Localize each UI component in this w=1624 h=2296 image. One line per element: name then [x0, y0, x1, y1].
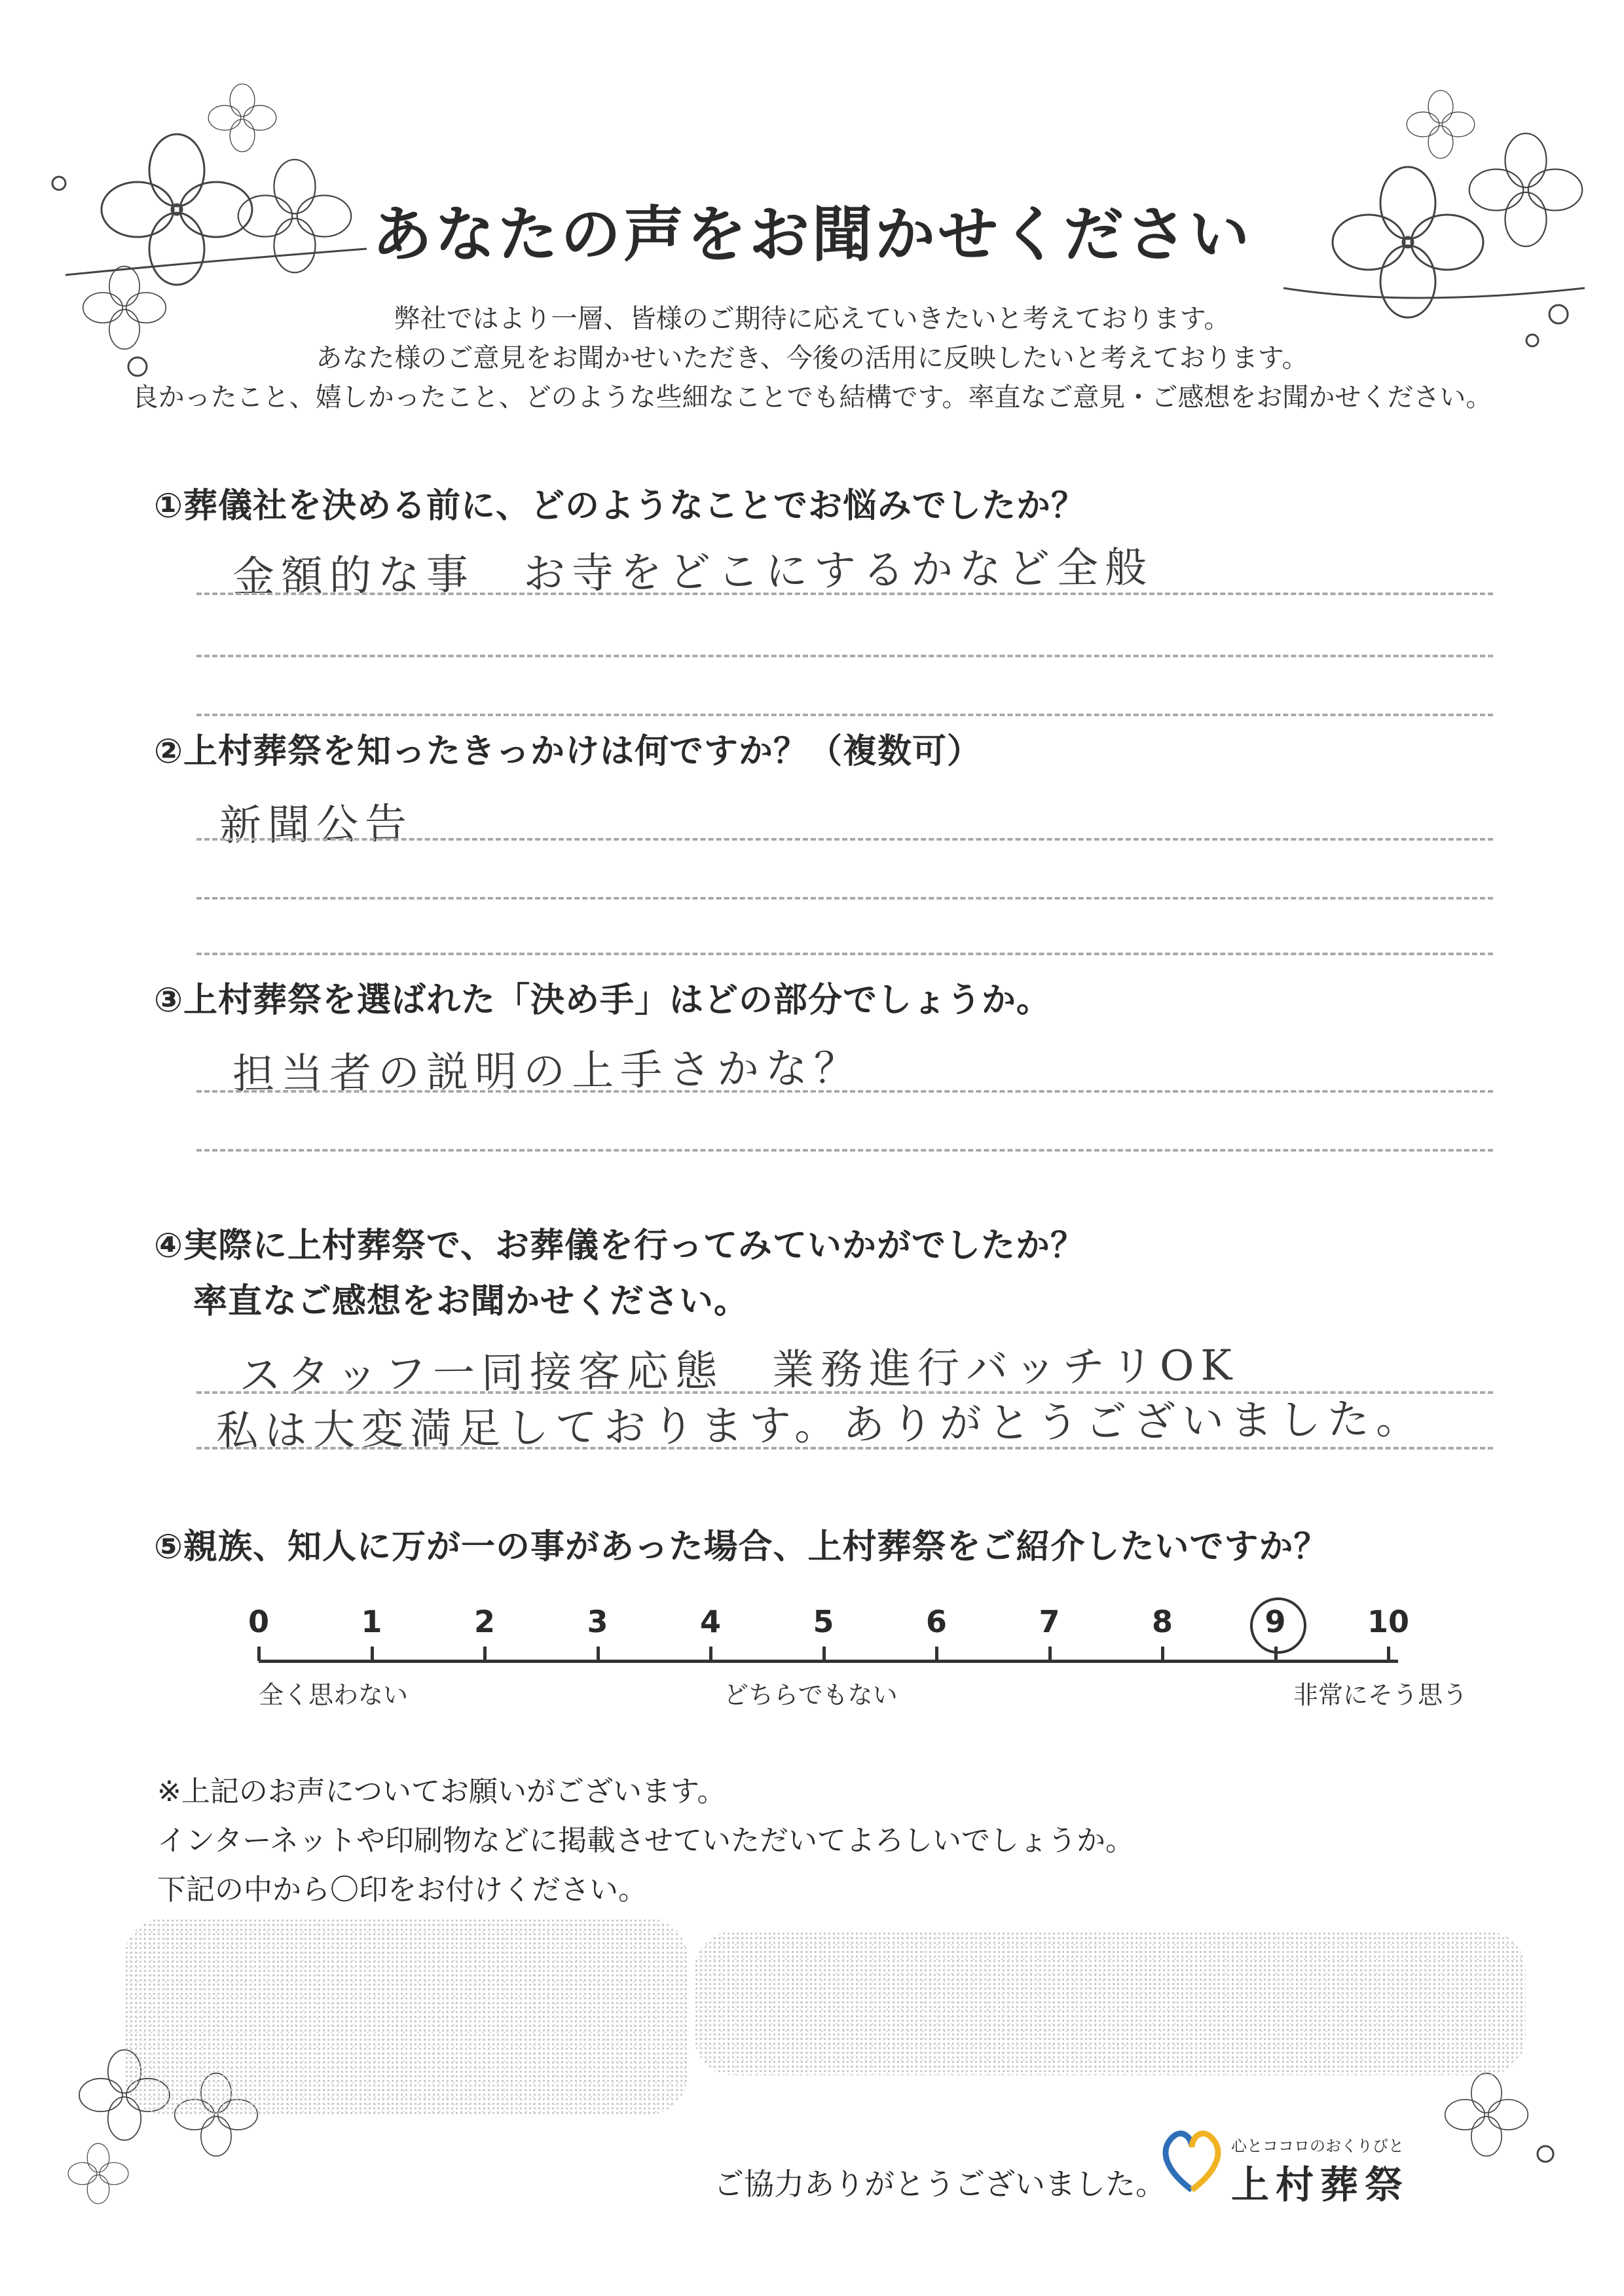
scale-tick: [709, 1647, 712, 1661]
scale-anchor-low: 全く思わない: [259, 1681, 409, 1709]
scale-tick: [1387, 1647, 1390, 1661]
question-3-label: ③上村葬祭を選ばれた「決め手」はどの部分でしょうか。: [154, 981, 1052, 1020]
page-title: あなたの声をお聞かせください: [371, 200, 1252, 270]
question-4-answer-line-2: 私は大変満足しております。ありがとうございました。: [215, 1394, 1425, 1456]
question-1-answer: 金額的な事 お寺をどこにするかなど全般: [232, 543, 1154, 602]
answer-rule: [196, 897, 1493, 900]
question-2-label: ②上村葬祭を知ったきっかけは何ですか？（複数可）: [154, 732, 982, 771]
scale-tick: [935, 1647, 938, 1661]
answer-rule: [196, 1090, 1493, 1093]
logo-tagline: 心とココロのおくりびと: [1231, 2137, 1404, 2155]
question-1-label: ①葬儀社を決める前に、どのようなことでお悩みでしたか？: [154, 486, 1086, 526]
scale-anchor-mid: どちらでもない: [724, 1681, 898, 1709]
scale-tick: [1161, 1647, 1164, 1661]
clover-flower-icon: [1445, 2073, 1528, 2157]
scale-number-8[interactable]: 8: [1151, 1604, 1173, 1639]
rating-scale-line: [259, 1660, 1398, 1663]
scale-number-6[interactable]: 6: [925, 1604, 947, 1639]
question-4-answer-line-1: スタッフ一同接客応態 業務進行バッチリOK: [238, 1341, 1239, 1400]
redacted-area: [694, 1931, 1526, 2075]
answer-rule: [196, 953, 1493, 955]
scale-number-10[interactable]: 10: [1367, 1604, 1409, 1639]
scale-number-2[interactable]: 2: [473, 1604, 495, 1639]
answer-rule: [196, 655, 1493, 657]
question-3-answer: 担当者の説明の上手さかな？: [232, 1044, 863, 1099]
scale-number-9[interactable]: 9: [1264, 1604, 1286, 1639]
footer-thanks: ご協力ありがとうございました。: [714, 2166, 1166, 2202]
logo-heart-icon: [1159, 2124, 1225, 2196]
scale-anchor-high: 非常にそう思う: [1293, 1681, 1468, 1709]
question-2-answer: 新聞公告: [219, 799, 414, 850]
answer-rule: [196, 838, 1493, 841]
intro-line-2: あなた様のご意見をお聞かせいただき、今後の活用に反映したいと考えております。: [316, 343, 1308, 373]
note-line-1: ※上記のお声についてお願いがございます。: [157, 1775, 726, 1808]
scale-tick: [1048, 1647, 1052, 1661]
scale-number-7[interactable]: 7: [1039, 1604, 1060, 1639]
logo-heart-left: [1166, 2134, 1192, 2190]
answer-rule: [196, 1149, 1493, 1152]
note-line-2: インターネットや印刷物などに掲載させていただいてよろしいでしょうか。: [157, 1824, 1135, 1857]
scale-number-3[interactable]: 3: [587, 1604, 608, 1639]
logo-name: 上村葬祭: [1231, 2162, 1410, 2207]
clover-flower-icon: [68, 2143, 128, 2204]
clover-flower-icon: [208, 84, 276, 152]
scale-tick: [483, 1647, 487, 1661]
scale-number-0[interactable]: 0: [248, 1604, 269, 1639]
question-4-label: ④実際に上村葬祭で、お葬儀を行ってみていかがでしたか？: [154, 1226, 1085, 1266]
redacted-area: [124, 1918, 688, 2115]
scale-tick: [257, 1647, 261, 1661]
scale-tick: [371, 1647, 374, 1661]
question-4-label-2: 率直なご感想をお聞かせください。: [193, 1282, 749, 1321]
question-5-label: ⑤親族、知人に万が一の事があった場合、上村葬祭をご紹介したいですか？: [154, 1527, 1329, 1567]
answer-rule: [196, 714, 1493, 716]
answer-rule: [196, 592, 1493, 595]
note-line-3: 下記の中から〇印をお付けください。: [157, 1873, 647, 1906]
scale-number-5[interactable]: 5: [813, 1604, 834, 1639]
clover-flower-icon: [1407, 90, 1475, 158]
intro-line-3: 良かったこと、嬉しかったこと、どのような些細なことでも結構です。率直なご意見・ご感想をお聞かせください。: [132, 382, 1492, 412]
logo-heart-right: [1192, 2134, 1218, 2190]
answer-rule: [196, 1447, 1493, 1449]
scale-number-1[interactable]: 1: [361, 1604, 382, 1639]
scale-tick: [597, 1647, 600, 1661]
scale-tick: [822, 1647, 826, 1661]
scale-number-4[interactable]: 4: [699, 1604, 721, 1639]
intro-line-1: 弊社ではより一層、皆様のご期待に応えていきたいと考えております。: [394, 304, 1230, 334]
